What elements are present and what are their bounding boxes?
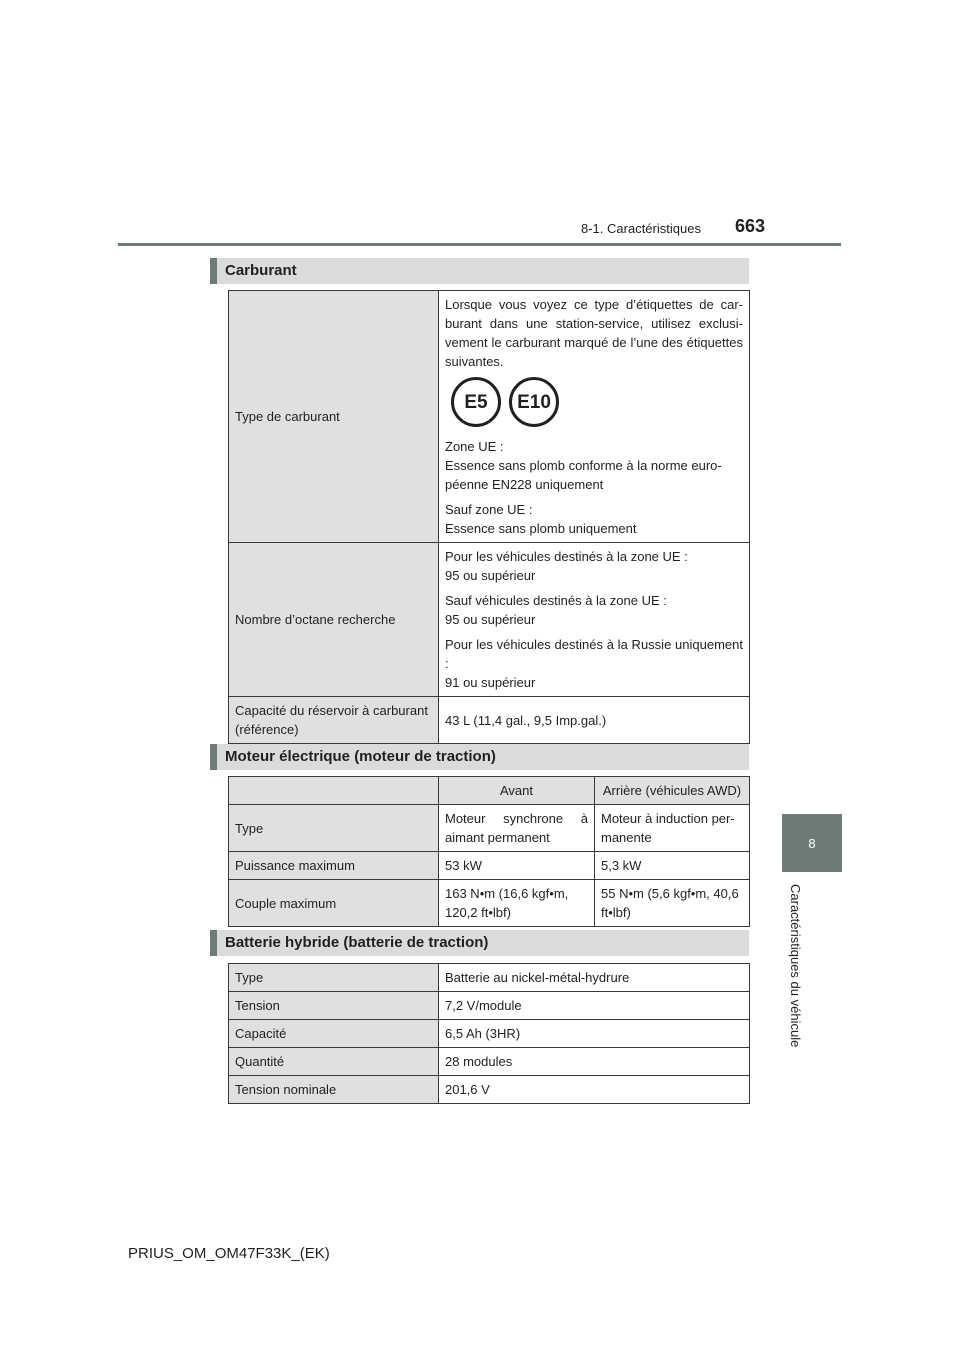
octane-eu-title: Pour les véhicules destinés à la zone UE :	[445, 549, 688, 564]
section-title-fuel: Carburant	[210, 258, 749, 284]
motor-power-front: 53 kW	[439, 852, 595, 880]
fuel-type-label: Type de carburant	[229, 291, 439, 543]
motor-power-rear: 5,3 kW	[595, 852, 750, 880]
table-row	[229, 1020, 750, 1048]
document-code: PRIUS_OM_OM47F33K_(EK)	[128, 1245, 330, 1262]
battery-type-label: Type	[229, 964, 439, 992]
fuel-type-cell	[439, 291, 750, 543]
table-row	[229, 1076, 750, 1104]
e10-label-icon: E10	[509, 377, 559, 427]
table-row	[229, 543, 750, 697]
header-rule	[118, 243, 841, 246]
octane-label: Nombre d’octane recherche	[229, 543, 439, 697]
fuel-type-intro: Lorsque vous voyez ce type d’étiquettes de car- burant dans une station-service, utilisez exclusi- vement le carburant marqué de l’une des étiquettes suivantes.	[445, 297, 743, 369]
table-row	[229, 291, 750, 543]
non-eu-title: Sauf zone UE :	[445, 502, 533, 517]
motor-col-front: Avant	[439, 777, 595, 805]
tank-label: Capacité du réservoir à carburant (référence)	[229, 697, 439, 744]
octane-russia-block	[445, 635, 743, 692]
non-eu-text: Essence sans plomb uniquement	[445, 521, 637, 536]
octane-non-eu-title: Sauf véhicules destinés à la zone UE :	[445, 593, 667, 608]
motor-torque-front: 163 N•m (16,6 kgf•m, 120,2 ft•lbf)	[439, 880, 595, 927]
octane-eu-value: 95 ou supérieur	[445, 568, 536, 583]
table-row	[229, 880, 750, 927]
tank-value: 43 L (11,4 gal., 9,5 Imp.gal.)	[439, 697, 750, 744]
battery-voltage-value: 7,2 V/module	[439, 992, 750, 1020]
battery-nominal-label: Tension nominale	[229, 1076, 439, 1104]
octane-non-eu-block	[445, 591, 743, 629]
motor-col-rear: Arrière (véhicules AWD)	[595, 777, 750, 805]
motor-type-front: Moteur synchrone à aimant permanent	[439, 805, 595, 852]
e5-label-icon: E5	[451, 377, 501, 427]
fuel-table	[228, 290, 750, 744]
battery-capacity-label: Capacité	[229, 1020, 439, 1048]
motor-table	[228, 776, 750, 927]
octane-russia-title: Pour les véhicules destinés à la Russie uniquement :	[445, 637, 743, 671]
section-title-battery: Batterie hybride (batterie de traction)	[210, 930, 749, 956]
table-row	[229, 805, 750, 852]
section-title-motor: Moteur électrique (moteur de traction)	[210, 744, 749, 770]
motor-header-blank	[229, 777, 439, 805]
motor-type-rear: Moteur à induction per- manente	[595, 805, 750, 852]
eu-zone-text: Essence sans plomb conforme à la norme euro- péenne EN228 uniquement	[445, 458, 722, 492]
chapter-number: 8	[808, 835, 816, 851]
octane-cell	[439, 543, 750, 697]
octane-eu-block	[445, 547, 743, 585]
chapter-side-label: Caractéristiques du véhicule	[788, 884, 803, 1048]
battery-voltage-label: Tension	[229, 992, 439, 1020]
motor-type-label: Type	[229, 805, 439, 852]
table-row	[229, 777, 750, 805]
octane-russia-value: 91 ou supérieur	[445, 675, 536, 690]
table-row	[229, 697, 750, 744]
eu-zone-title: Zone UE :	[445, 439, 504, 454]
octane-non-eu-value: 95 ou supérieur	[445, 612, 536, 627]
non-eu-block	[445, 500, 743, 538]
battery-type-value: Batterie au nickel-métal-hydrure	[439, 964, 750, 992]
section-header: 8-1. Caractéristiques	[581, 221, 701, 236]
motor-power-label: Puissance maximum	[229, 852, 439, 880]
battery-capacity-value: 6,5 Ah (3HR)	[439, 1020, 750, 1048]
eu-zone-block	[445, 437, 743, 494]
table-row	[229, 992, 750, 1020]
chapter-tab[interactable]	[782, 814, 842, 872]
motor-torque-label: Couple maximum	[229, 880, 439, 927]
table-row	[229, 852, 750, 880]
battery-quantity-label: Quantité	[229, 1048, 439, 1076]
battery-nominal-value: 201,6 V	[439, 1076, 750, 1104]
motor-torque-rear: 55 N•m (5,6 kgf•m, 40,6 ft•lbf)	[595, 880, 750, 927]
table-row	[229, 1048, 750, 1076]
battery-table	[228, 963, 750, 1104]
battery-quantity-value: 28 modules	[439, 1048, 750, 1076]
fuel-label-badges	[451, 377, 743, 427]
page-number: 663	[735, 216, 766, 236]
table-row	[229, 964, 750, 992]
